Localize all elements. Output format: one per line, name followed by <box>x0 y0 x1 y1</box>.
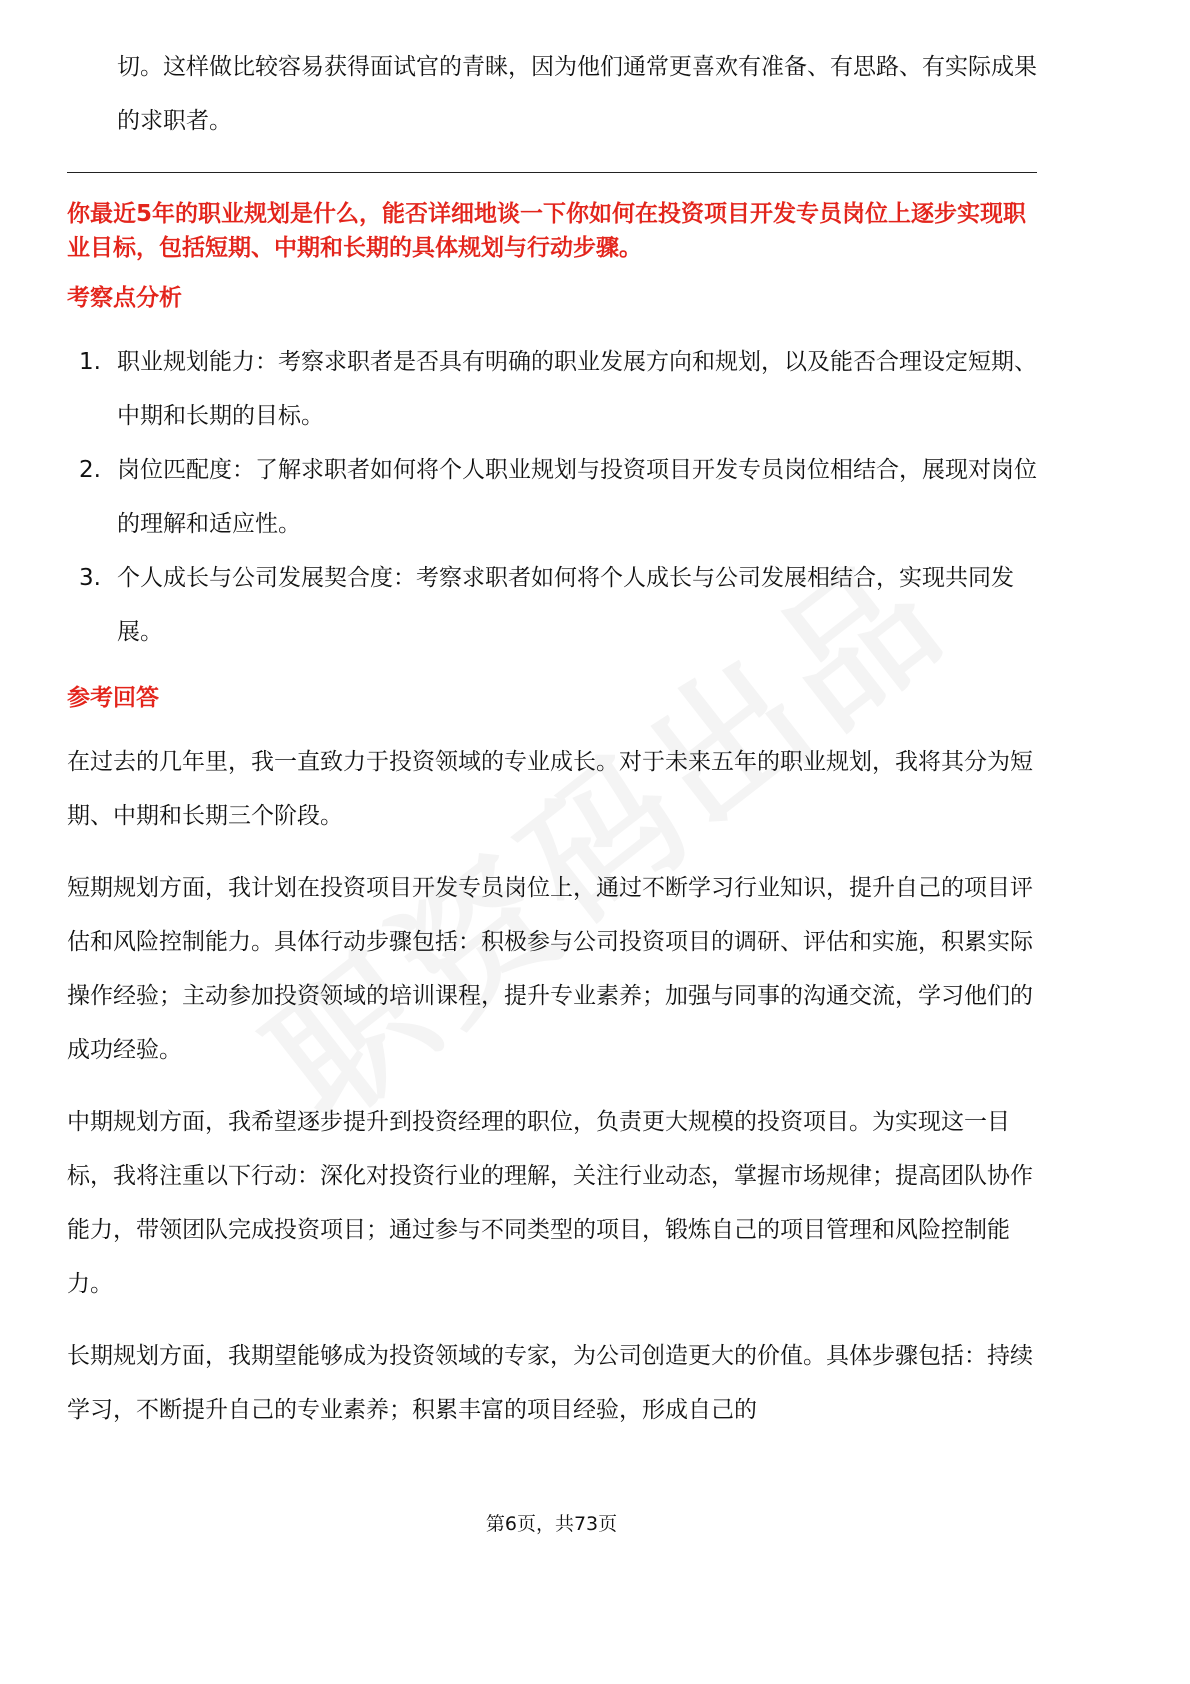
reference-heading: 参考回答 <box>67 685 159 711</box>
answer-paragraph: 在过去的几年里，我一直致力于投资领域的专业成长。对于未来五年的职业规划，我将其分为短期、中期和长期三个阶段。 <box>67 749 1033 829</box>
list-number: 1. <box>79 349 101 375</box>
analysis-item-text: 个人成长与公司发展契合度：考察求职者如何将个人成长与公司发展相结合，实现共同发展。 <box>117 565 1014 645</box>
analysis-item <box>67 551 1037 659</box>
page-content <box>67 40 1037 1455</box>
list-number: 3. <box>79 565 101 591</box>
analysis-list <box>67 335 1037 659</box>
answer-paragraph: 长期规划方面，我期望能够成为投资领域的专家，为公司创造更大的价值。具体步骤包括：持续学习，不断提升自己的专业素养；积累丰富的项目经验，形成自己的 <box>67 1343 1033 1423</box>
page-footer: 第6页，共73页 <box>485 1513 618 1535</box>
answer-paragraph: 中期规划方面，我希望逐步提升到投资经理的职位，负责更大规模的投资项目。为实现这一目标，我将注重以下行动：深化对投资行业的理解，关注行业动态，掌握市场规律；提高团队协作能力，带领团队完成投资项目；通过参与不同类型的项目，锻炼自己的项目管理和风险控制能力。 <box>67 1109 1033 1297</box>
analysis-item-text: 职业规划能力：考察求职者是否具有明确的职业发展方向和规划，以及能否合理设定短期、中期和长期的目标。 <box>117 349 1037 429</box>
question-heading: 你最近5年的职业规划是什么，能否详细地谈一下你如何在投资项目开发专员岗位上逐步实现职业目标，包括短期、中期和长期的具体规划与行动步骤。 <box>67 201 1027 261</box>
analysis-item <box>67 443 1037 551</box>
section-divider <box>67 172 1037 173</box>
analysis-item-text: 岗位匹配度：了解求职者如何将个人职业规划与投资项目开发专员岗位相结合，展现对岗位的理解和适应性。 <box>117 457 1037 537</box>
list-number: 2. <box>79 457 101 483</box>
analysis-heading: 考察点分析 <box>67 285 182 311</box>
analysis-item <box>67 335 1037 443</box>
intro-continuation: 切。这样做比较容易获得面试官的青睐，因为他们通常更喜欢有准备、有思路、有实际成果的求职者。 <box>117 54 1037 134</box>
answer-paragraph: 短期规划方面，我计划在投资项目开发专员岗位上，通过不断学习行业知识，提升自己的项目评估和风险控制能力。具体行动步骤包括：积极参与公司投资项目的调研、评估和实施，积累实际操作经验；主动参加投资领域的培训课程，提升专业素养；加强与同事的沟通交流，学习他们的成功经验。 <box>67 875 1033 1063</box>
